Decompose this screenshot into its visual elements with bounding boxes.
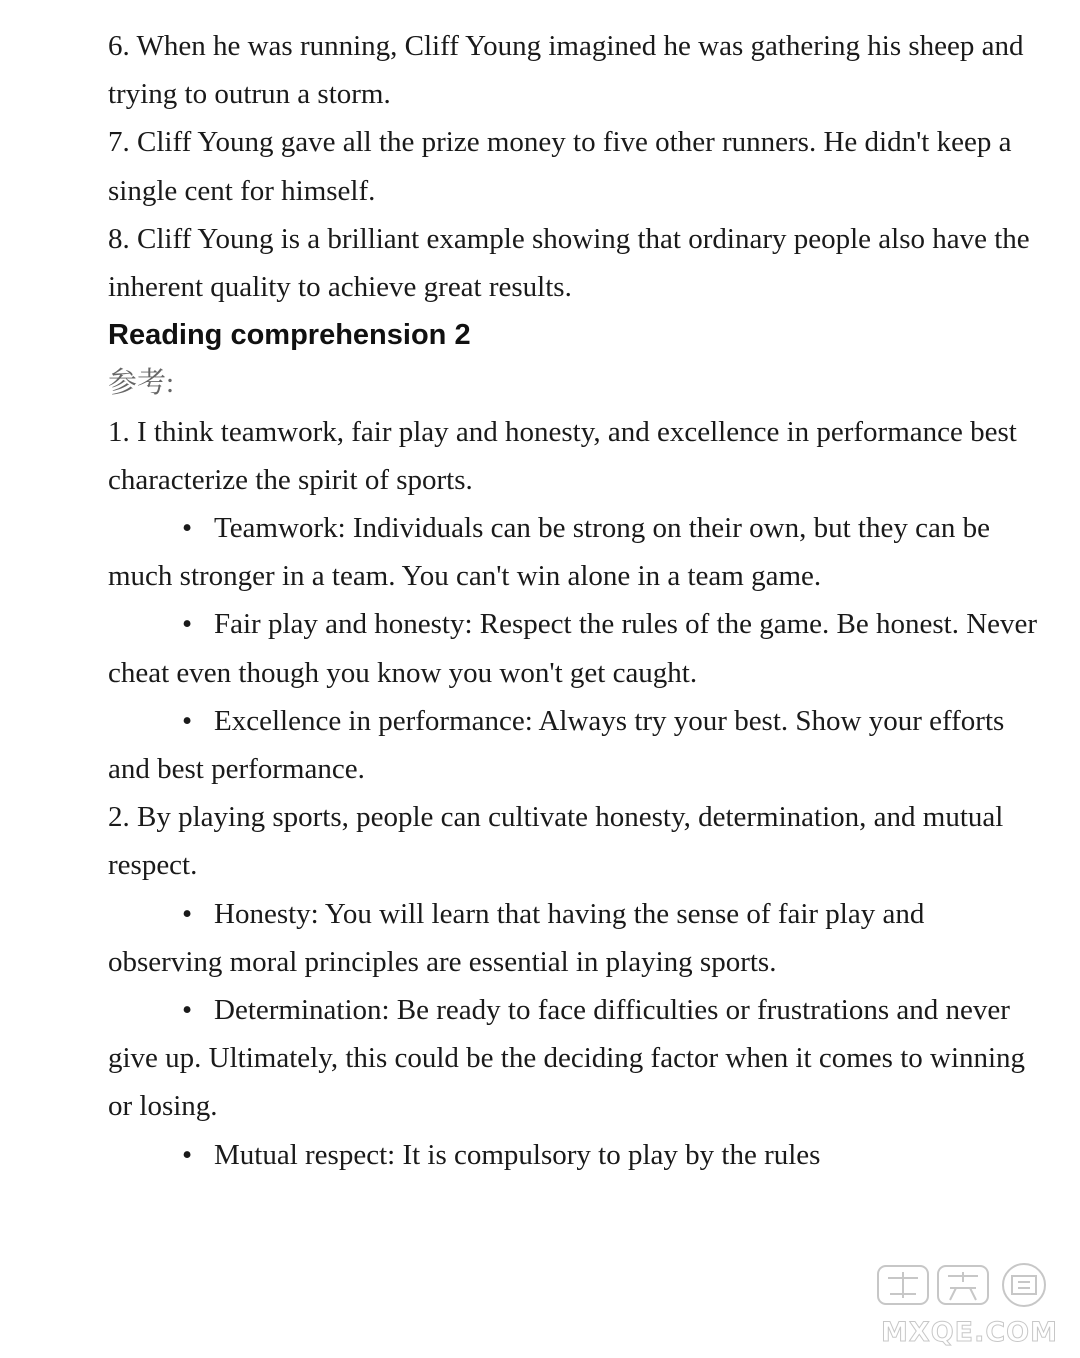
bullet-text: Determination: Be ready to face difficulties or frustrations and never give up. Ultimately, this could be the deciding factor when it comes to winning or losing. xyxy=(108,994,1026,1123)
section-heading: Reading comprehension 2 xyxy=(108,319,471,352)
bullet-text: Honesty: You will learn that having the sense of fair play and observing moral principles are essential in playing sports. xyxy=(108,897,925,978)
bullet-text: Teamwork: Individuals can be strong on their own, but they can be much stronger in a team. You can't win alone in a team game. xyxy=(108,512,990,593)
bullet-text: Mutual respect: It is compulsory to play by the rules xyxy=(214,1138,821,1171)
q1-bullet-teamwork xyxy=(108,504,1040,600)
reference-label: 参考: xyxy=(108,367,175,400)
bullet-text: Excellence in performance: Always try your best. Show your efforts and best performance. xyxy=(108,704,1005,786)
bullet-icon: • xyxy=(182,512,193,545)
q2-answer: 2. By playing sports, people can cultivate honesty, determination, and mutual respect. xyxy=(108,801,1004,882)
watermark xyxy=(872,1260,1062,1350)
answer-6: 6. When he was running, Cliff Young imagined he was gathering his sheep and trying to outrun a storm. xyxy=(108,30,1024,111)
bullet-text: Fair play and honesty: Respect the rules of the game. Be honest. Never cheat even though you know you won't get caught. xyxy=(108,608,1038,689)
bullet-icon: • xyxy=(182,1138,193,1171)
q2-bullet-determination xyxy=(108,986,1040,1131)
q2-bullet-honesty xyxy=(108,890,1040,986)
bullet-icon: • xyxy=(182,897,193,930)
watermark-site-text: MXQE.COM xyxy=(881,1317,1058,1348)
q1-bullet-fair-play xyxy=(108,600,1040,696)
bullet-icon: • xyxy=(182,704,193,737)
q1-answer: 1. I think teamwork, fair play and honesty, and excellence in performance best characterize the spirit of sports. xyxy=(108,415,1017,496)
q2-bullet-mutual-respect xyxy=(108,1131,1040,1179)
watermark-logo-icon xyxy=(872,1260,1062,1310)
q1-bullet-excellence xyxy=(108,697,1040,793)
bullet-icon: • xyxy=(182,608,193,641)
bullet-icon: • xyxy=(182,994,193,1027)
answer-8: 8. Cliff Young is a brilliant example showing that ordinary people also have the inherent quality to achieve great results. xyxy=(108,222,1030,304)
answer-7: 7. Cliff Young gave all the prize money to five other runners. He didn't keep a single cent for himself. xyxy=(108,126,1012,207)
